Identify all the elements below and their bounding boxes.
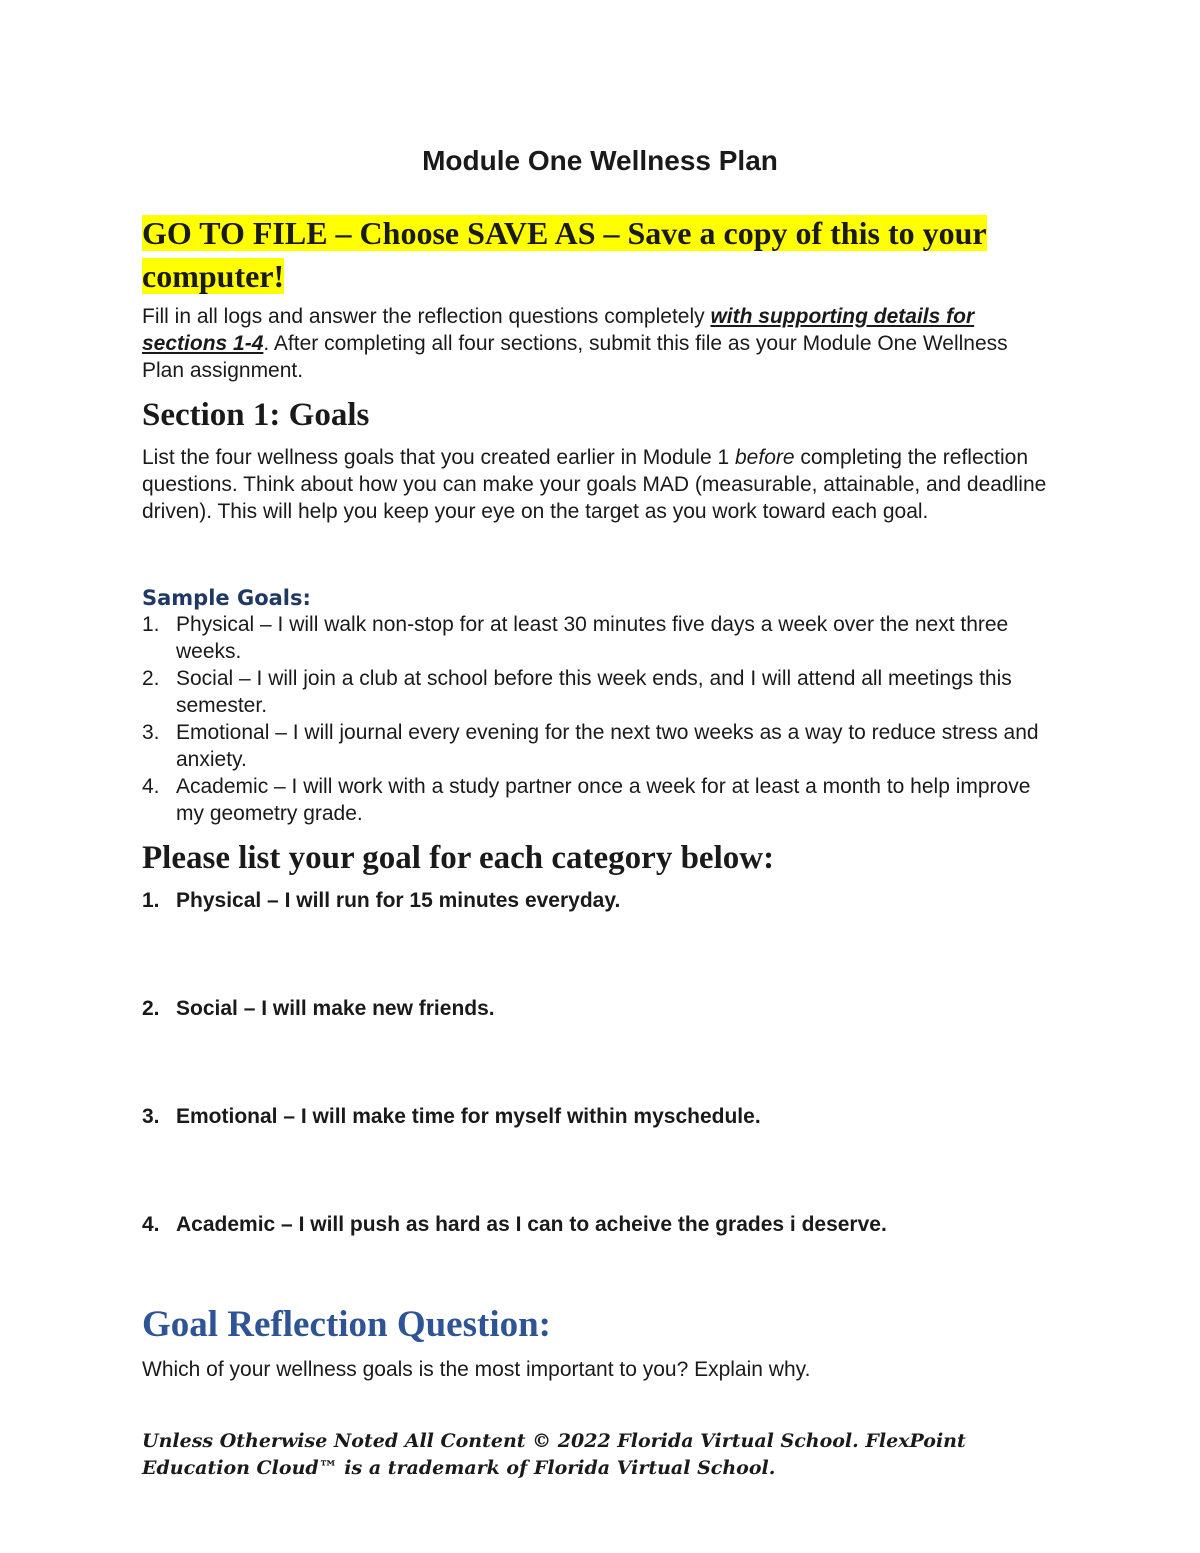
- section1-text-italic: before: [735, 446, 795, 469]
- list-number: 4.: [142, 1213, 160, 1236]
- intro-emphasis: with supporting details for sections 1-4: [142, 305, 975, 355]
- sample-goals-list: [142, 611, 1052, 827]
- your-goal-item[interactable]: [142, 1103, 1052, 1211]
- sample-goal-item: [142, 719, 1052, 773]
- sample-goals-heading: Sample Goals:: [142, 586, 311, 610]
- your-goal-item[interactable]: [142, 887, 1052, 995]
- intro-text-after: . After completing all four sections, submit this file as your Module One Wellness Plan assignment.: [142, 332, 1008, 382]
- list-number: 3.: [142, 1105, 160, 1128]
- your-goal-text[interactable]: Academic – I will push as hard as I can to acheive the grades i deserve.: [176, 1213, 887, 1236]
- section1-text-before: List the four wellness goals that you created earlier in Module 1: [142, 446, 735, 469]
- your-goal-text[interactable]: Physical – I will run for 15 minutes everyday.: [176, 889, 621, 912]
- your-goal-text[interactable]: Emotional – I will make time for myself within myschedule.: [176, 1105, 761, 1128]
- list-number: 3.: [142, 721, 160, 744]
- section1-heading: Section 1: Goals: [142, 397, 370, 433]
- intro-text-before: Fill in all logs and answer the reflection questions completely: [142, 305, 711, 328]
- save-notice-text: GO TO FILE – Choose SAVE AS – Save a copy of this to your computer!: [142, 215, 987, 294]
- sample-goal-text: Physical – I will walk non-stop for at least 30 minutes five days a week over the next three weeks.: [176, 613, 1009, 663]
- list-number: 4.: [142, 775, 160, 798]
- page-title: Module One Wellness Plan: [422, 145, 778, 176]
- sample-goal-text: Academic – I will work with a study partner once a week for at least a month to help improve my geometry grade.: [176, 775, 1031, 825]
- reflection-question: Which of your wellness goals is the most important to you? Explain why.: [142, 1358, 811, 1381]
- section1-instructions: [142, 444, 1047, 525]
- list-number: 1.: [142, 889, 160, 912]
- your-goals-heading: Please list your goal for each category below:: [142, 840, 775, 876]
- save-notice: [142, 212, 1042, 298]
- sample-goal-item: [142, 665, 1052, 719]
- sample-goal-text: Social – I will join a club at school before this week ends, and I will attend all meetings this semester.: [176, 667, 1012, 717]
- sample-goal-text: Emotional – I will journal every evening for the next two weeks as a way to reduce stress and anxiety.: [176, 721, 1039, 771]
- your-goals-list: [142, 887, 1052, 1319]
- sample-goal-item: [142, 611, 1052, 665]
- your-goal-item[interactable]: [142, 995, 1052, 1103]
- section1-text-after: completing the reflection questions. Think about how you can make your goals MAD (measurable, attainable, and deadline driven). This will help you keep your eye on the target as you work toward each goal.: [142, 446, 1047, 523]
- reflection-heading: Goal Reflection Question:: [142, 1304, 552, 1345]
- your-goal-text[interactable]: Social – I will make new friends.: [176, 997, 495, 1020]
- list-number: 2.: [142, 667, 160, 690]
- intro-paragraph: [142, 303, 1052, 384]
- list-number: 2.: [142, 997, 160, 1020]
- copyright-footer: Unless Otherwise Noted All Content © 2022 Florida Virtual School. FlexPoint Education Cloud™ is a trademark of Florida Virtual School.: [142, 1430, 966, 1479]
- sample-goal-item: [142, 773, 1052, 827]
- list-number: 1.: [142, 613, 160, 636]
